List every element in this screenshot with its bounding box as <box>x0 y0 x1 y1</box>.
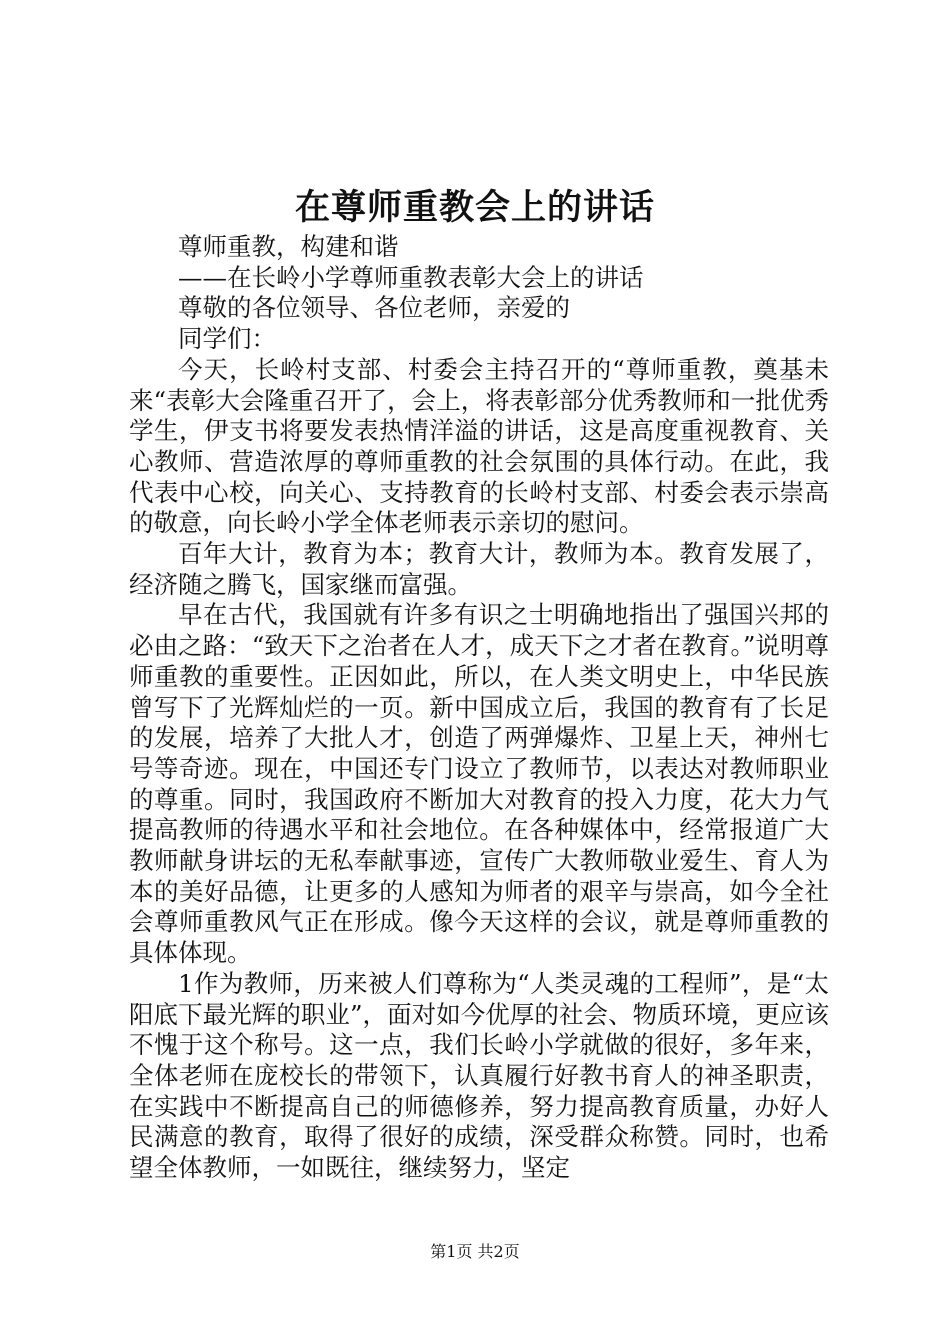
paragraph-body: 1作为教师，历来被人们尊称为“人类灵魂的工程师”，是“太阳底下最光辉的职业”，面对如今优厚的社会、物质环境，更应该不愧于这个称号。这一点，我们长岭小学就做的很好，多年来，全体老师在庞校长的带领下，认真履行好教书育人的神圣职责，在实践中不断提高自己的师德修养，努力提高教育质量，办好人民满意的教育，取得了很好的成绩，深受群众称赞。同时，也希望全体教师，一如既往，继续努力，坚定 <box>129 968 829 1183</box>
page-number-footer: 第1页 共2页 <box>430 1242 520 1261</box>
paragraph-body: 早在古代，我国就有许多有识之士明确地指出了强国兴邦的必由之路：“致天下之治者在人才，成天下之才者在教育。”说明尊师重教的重要性。正因如此，所以，在人类文明史上，中华民族曾写下了光辉灿烂的一页。新中国成立后，我国的教育有了长足的发展，培养了大批人才，创造了两弹爆炸、卫星上天，神州七号等奇迹。现在，中国还专门设立了教师节，以表达对教师职业的尊重。同时，我国政府不断加大对教育的投入力度，花大力气提高教师的待遇水平和社会地位。在各种媒体中，经常报道广大教师献身讲坛的无私奉献事迹，宣传广大教师敬业爱生、育人为本的美好品德，让更多的人感知为师者的艰辛与崇高，如今全社会尊师重教风气正在形成。像今天这样的会议，就是尊师重教的具体体现。 <box>129 600 829 968</box>
paragraph-salutation: 尊敬的各位领导、各位老师，亲爱的 <box>178 293 570 323</box>
paragraph-body: 百年大计，教育为本；教育大计，教师为本。教育发展了，经济随之腾飞，国家继而富强。 <box>129 539 829 599</box>
document-body <box>129 232 829 1184</box>
paragraph-body: 今天，长岭村支部、村委会主持召开的“尊师重教，奠基未来“表彰大会隆重召开了，会上，将表彰部分优秀教师和一批优秀学生，伊支书将要发表热情洋溢的讲话，这是高度重视教育、关心教师、营造浓厚的尊师重教的社会氛围的具体行动。在此，我代表中心校，向关心、支持教育的长岭村支部、村委会表示崇高的敬意，向长岭小学全体老师表示亲切的慰问。 <box>129 354 829 538</box>
document-title: 在尊师重教会上的讲话 <box>294 187 655 228</box>
paragraph-salutation-cont: 同学们： <box>178 324 276 354</box>
paragraph-subheading: ——在长岭小学尊师重教表彰大会上的讲话 <box>178 262 644 292</box>
paragraph-subtitle: 尊师重教，构建和谐 <box>178 232 399 261</box>
